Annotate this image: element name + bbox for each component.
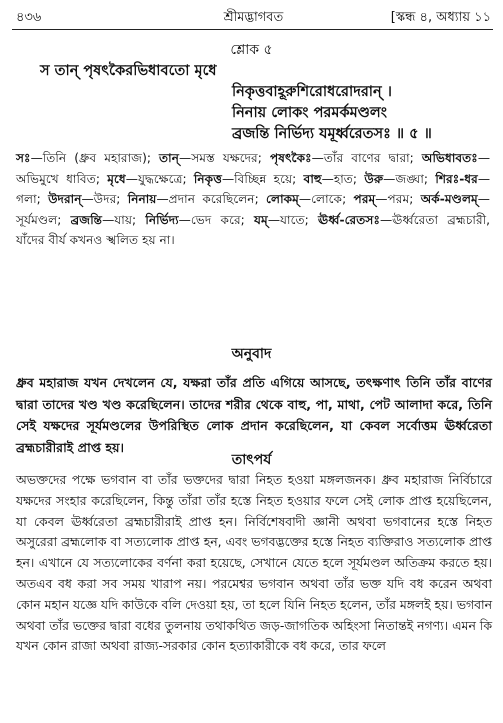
synonym-term: নির্ভিদ্য xyxy=(145,212,179,227)
synonym-term: সঃ xyxy=(16,151,31,165)
synonym-term: অর্ক-মণ্ডলম্ xyxy=(420,192,478,207)
synonym-term: মৃধে xyxy=(107,171,126,186)
section-reference: [স্কন্ধ ৪, অধ্যায় ১১ xyxy=(390,10,491,25)
page-number: ৪৩৬ xyxy=(16,10,42,25)
book-title: শ্রীমদ্ভাগবত xyxy=(223,10,284,25)
synonym-meaning: —বিচ্ছিন্ন হয়ে; xyxy=(221,171,304,186)
verse-line: ব্রজন্তি নির্ভিদ্য যমূর্ধ্বরেতসঃ ॥ ৫ ॥ xyxy=(232,126,432,142)
synonym-term: নিনায় xyxy=(127,192,157,207)
synonym-term: বাহু xyxy=(303,171,322,186)
synonym-meaning: —যায়; xyxy=(102,212,146,227)
synonym-term: লোকম্ xyxy=(266,192,299,207)
synonym-meaning: —ভেদ করে; xyxy=(178,212,255,227)
synonyms-paragraph xyxy=(16,148,490,251)
synonym-term: শিরঃ-ধর xyxy=(435,171,478,186)
synonym-term: পৃষৎকৈঃ xyxy=(269,151,312,165)
synonym-term: পরম্ xyxy=(353,192,376,207)
synonym-meaning: —তিনি (ধ্রুব মহারাজ); xyxy=(30,151,160,165)
verse-line: নিকৃত্তবাহূরুশিরোধরোদরান্ । xyxy=(232,84,392,100)
purport-paragraph: অভক্তদের পক্ষে ভগবান বা তাঁর ভক্তদের দ্বারা নিহত হওয়া মঙ্গলজনক। ধ্রুব মহারাজ নির্বিচারে যক্ষদের সংহার করেছিলেন, কিন্তু তাঁরা তাঁর হস্তে নিহত হওয়ার ফলে সেই লোক প্রাপ্ত হয়েছিলেন, যা কেবল ঊর্ধ্বরেতা ব্রহ্মচারীরাই প্রাপ্ত হন। নির্বিশেষবাদী জ্ঞানী অথবা ভগবানের হস্তে নিহত অসুরেরা ব্রহ্মলোক বা সত্যলোক প্রাপ্ত হন, এবং ভগবদ্ভক্তের হস্তে নিহত ব্যক্তিরাও সত্যলোক প্রাপ্ত হন। এখানে যে সত্যলোকের বর্ণনা করা হয়েছে, সেখানে যেতে হলে সূর্যমণ্ডল অতিক্রম করতে হয়। অতএব বধ করা সব সময় খারাপ নয়। পরমেশ্বর ভগবান অথবা তাঁর ভক্ত যদি বধ করেন অথবা কোন মহান যজ্ঞে যদি কাউকে বলি দেওয়া হয়, তা হলে যিনি নিহত হলেন, তাঁর মঙ্গলই হয়। ভগবান অথবা তাঁর ভক্তের দ্বারা বধের তুলনায় তথাকথিত জড়-জাগতিক অহিংসা নিতান্তই নগণ্য। এমন কি যখন কোন রাজা অথবা রাজ্য-সরকার কোন হত্যাকারীকে বধ করে, তার ফলে xyxy=(16,472,492,654)
synonym-meaning: —সমস্ত যক্ষদের; xyxy=(179,151,270,165)
synonym-term: উরু xyxy=(364,171,384,186)
synonym-meaning: —লোকে; xyxy=(298,192,354,207)
synonym-term: নিকৃত্ত xyxy=(193,171,222,186)
translation-paragraph: ধ্রুব মহারাজ যখন দেখলেন যে, যক্ষরা তাঁর প্রতি এগিয়ে আসছে, তৎক্ষণাৎ তিনি তাঁর বাণের দ্বারা তাদের খণ্ড খণ্ড করেছিলেন। তাদের শরীর থেকে বাহু, পা, মাথা, পেট আলাদা করে, তিনি সেই যক্ষদের সূর্যমণ্ডলের উপরিস্থিত লোক প্রদান করেছিলেন, যা কেবল সর্বোত্তম ঊর্ধ্বরেতা ব্রহ্মচারীরাই প্রাপ্ত হয়। xyxy=(16,375,492,455)
synonym-meaning: —যাতে; xyxy=(267,212,318,227)
synonym-meaning: —গলা; xyxy=(16,171,491,207)
synonym-meaning: —সূর্যমণ্ডল; xyxy=(16,192,490,227)
synonym-meaning: —হাত; xyxy=(321,171,365,186)
header-rule xyxy=(12,29,493,30)
synonym-term: উদরান্ xyxy=(48,192,82,207)
synonym-term: ব্রজন্তি xyxy=(70,212,103,227)
synonym-term: তান্ xyxy=(159,151,179,165)
translation-heading: অনুবাদ xyxy=(231,346,272,362)
synonym-meaning: —ঊর্ধ্বরেতা ব্রহ্মচারী, যাঁদের বীর্য কখনও স্খলিত হয় না। xyxy=(16,212,491,248)
verse-line: নিনায় লোকং পরমর্কমণ্ডলং xyxy=(232,105,387,121)
synonym-term: অভিধাবতঃ xyxy=(421,151,478,165)
synonym-meaning: —তাঁর বাণের দ্বারা; xyxy=(311,151,422,165)
synonym-meaning: —অভিমুখে ধাবিত; xyxy=(16,151,490,186)
synonym-term: যম্ xyxy=(254,212,268,227)
verse-line: স তান্ পৃষৎকৈরভিধাবতো মৃধে xyxy=(40,63,217,79)
synonym-meaning: —পরম; xyxy=(375,192,421,207)
verse-label: শ্লোক ৫ xyxy=(230,42,273,58)
synonym-meaning: —জঙ্ঘা; xyxy=(383,171,436,186)
purport-heading: তাৎপর্য xyxy=(231,452,272,468)
synonym-meaning: —উদর; xyxy=(81,192,128,207)
synonym-meaning: —যুদ্ধক্ষেত্রে; xyxy=(125,171,194,186)
running-header xyxy=(16,8,491,28)
synonym-term: ঊর্ধ্ব-রেতসঃ xyxy=(317,212,380,227)
synonym-meaning: —প্রদান করেছিলেন; xyxy=(156,192,267,207)
